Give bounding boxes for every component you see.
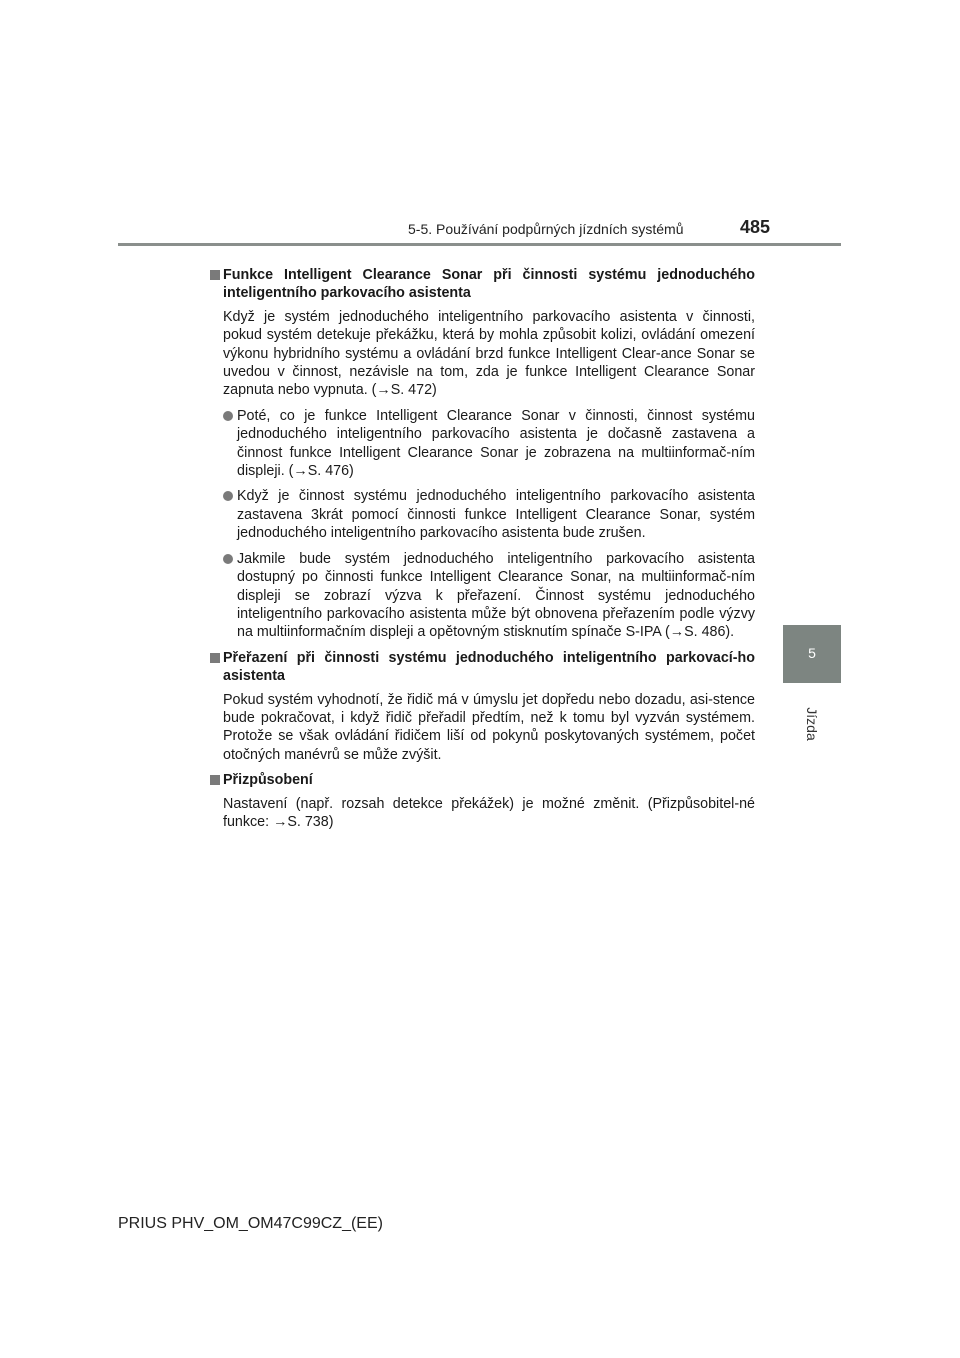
list-item-text: Když je činnost systému jednoduchého inteligentního parkovacího asistenta zastavena 3krát pomocí činnosti funkce Intelligent Clearance Sonar, systém jednoduchého inteligentního parkovacího asistenta bude zrušen.	[237, 488, 755, 542]
list-item	[210, 407, 755, 481]
section-heading-text: Přizpůsobení	[223, 772, 313, 789]
section-paragraph: Když je systém jednoduchého inteligentního parkovacího asistenta v činnosti, pokud systém detekuje překážku, která by mohla způsobit kolizi, ovládání omezení výkonu hybridního systému a ovládání brzd funkce Intelligent Clear-ance Sonar se uvedou v činnost, nezávisle na tom, zda je funkce Intelligent Clearance Sonar zapnuta nebo vypnuta. (→S. 472)	[223, 308, 755, 399]
round-bullet-icon	[223, 491, 233, 501]
chapter-label: Jízda	[804, 707, 820, 741]
square-bullet-icon	[210, 775, 220, 785]
page-number: 485	[740, 217, 771, 237]
round-bullet-icon	[223, 554, 233, 564]
section-heading	[210, 266, 755, 303]
section-sonar-ipa	[210, 266, 755, 642]
section-heading-text: Funkce Intelligent Clearance Sonar při činnosti systému jednoduchého inteligentního parkovacího asistenta	[223, 267, 755, 302]
list-item	[210, 550, 755, 642]
section-paragraph: Pokud systém vyhodnotí, že řidič má v úmyslu jet dopředu nebo dozadu, asi-stence bude pokračovat, i když řidič přeřadil předtím, než k tomu byl vyzván systémem. Protože se však ovládání řidičem liší od pokynů poskytovaných systémem, počet otočných manévrů se může zvýšit.	[223, 691, 755, 763]
document-id: PRIUS PHV_OM_OM47C99CZ_(EE)	[118, 1215, 383, 1232]
chapter-number: 5	[808, 645, 816, 661]
section-customization	[210, 771, 755, 831]
page-header	[0, 0, 960, 250]
chapter-label-container	[783, 690, 841, 750]
section-heading	[210, 771, 755, 789]
header-divider	[118, 243, 841, 246]
main-content	[210, 266, 755, 838]
chapter-tab	[783, 625, 841, 683]
square-bullet-icon	[210, 270, 220, 280]
list-item-text: Poté, co je funkce Intelligent Clearance Sonar v činnosti, činnost systému jednoduchého inteligentního parkovacího asistenta je dočasně zastavena a činnost funkce Intelligent Clearance Sonar je zobrazena na multiinformač-ním displeji. (→S. 476)	[237, 407, 755, 480]
section-shifting	[210, 649, 755, 764]
section-heading-text: Přeřazení při činnosti systému jednoduchého inteligentního parkovací-ho asistenta	[223, 649, 755, 685]
list-item	[210, 487, 755, 542]
list-item-text: Jakmile bude systém jednoduchého inteligentního parkovacího asistenta dostupný po činnosti funkce Intelligent Clearance Sonar, na multiinformač-ním displeji se zobrazí výzva k přeřazení. Činnost systému jednoduchého inteligentního parkovacího asistenta může být obnovena přeřazením podle výzvy na multiinformačním displeji a opětovným stisknutím spínače S-IPA (→S. 486).	[237, 550, 755, 641]
square-bullet-icon	[210, 653, 220, 663]
section-title: 5-5. Používání podpůrných jízdních systémů	[408, 221, 684, 237]
round-bullet-icon	[223, 411, 233, 421]
section-paragraph: Nastavení (např. rozsah detekce překážek) je možné změnit. (Přizpůsobitel-né funkce: →S. 738)	[223, 795, 755, 830]
section-heading	[210, 649, 755, 686]
